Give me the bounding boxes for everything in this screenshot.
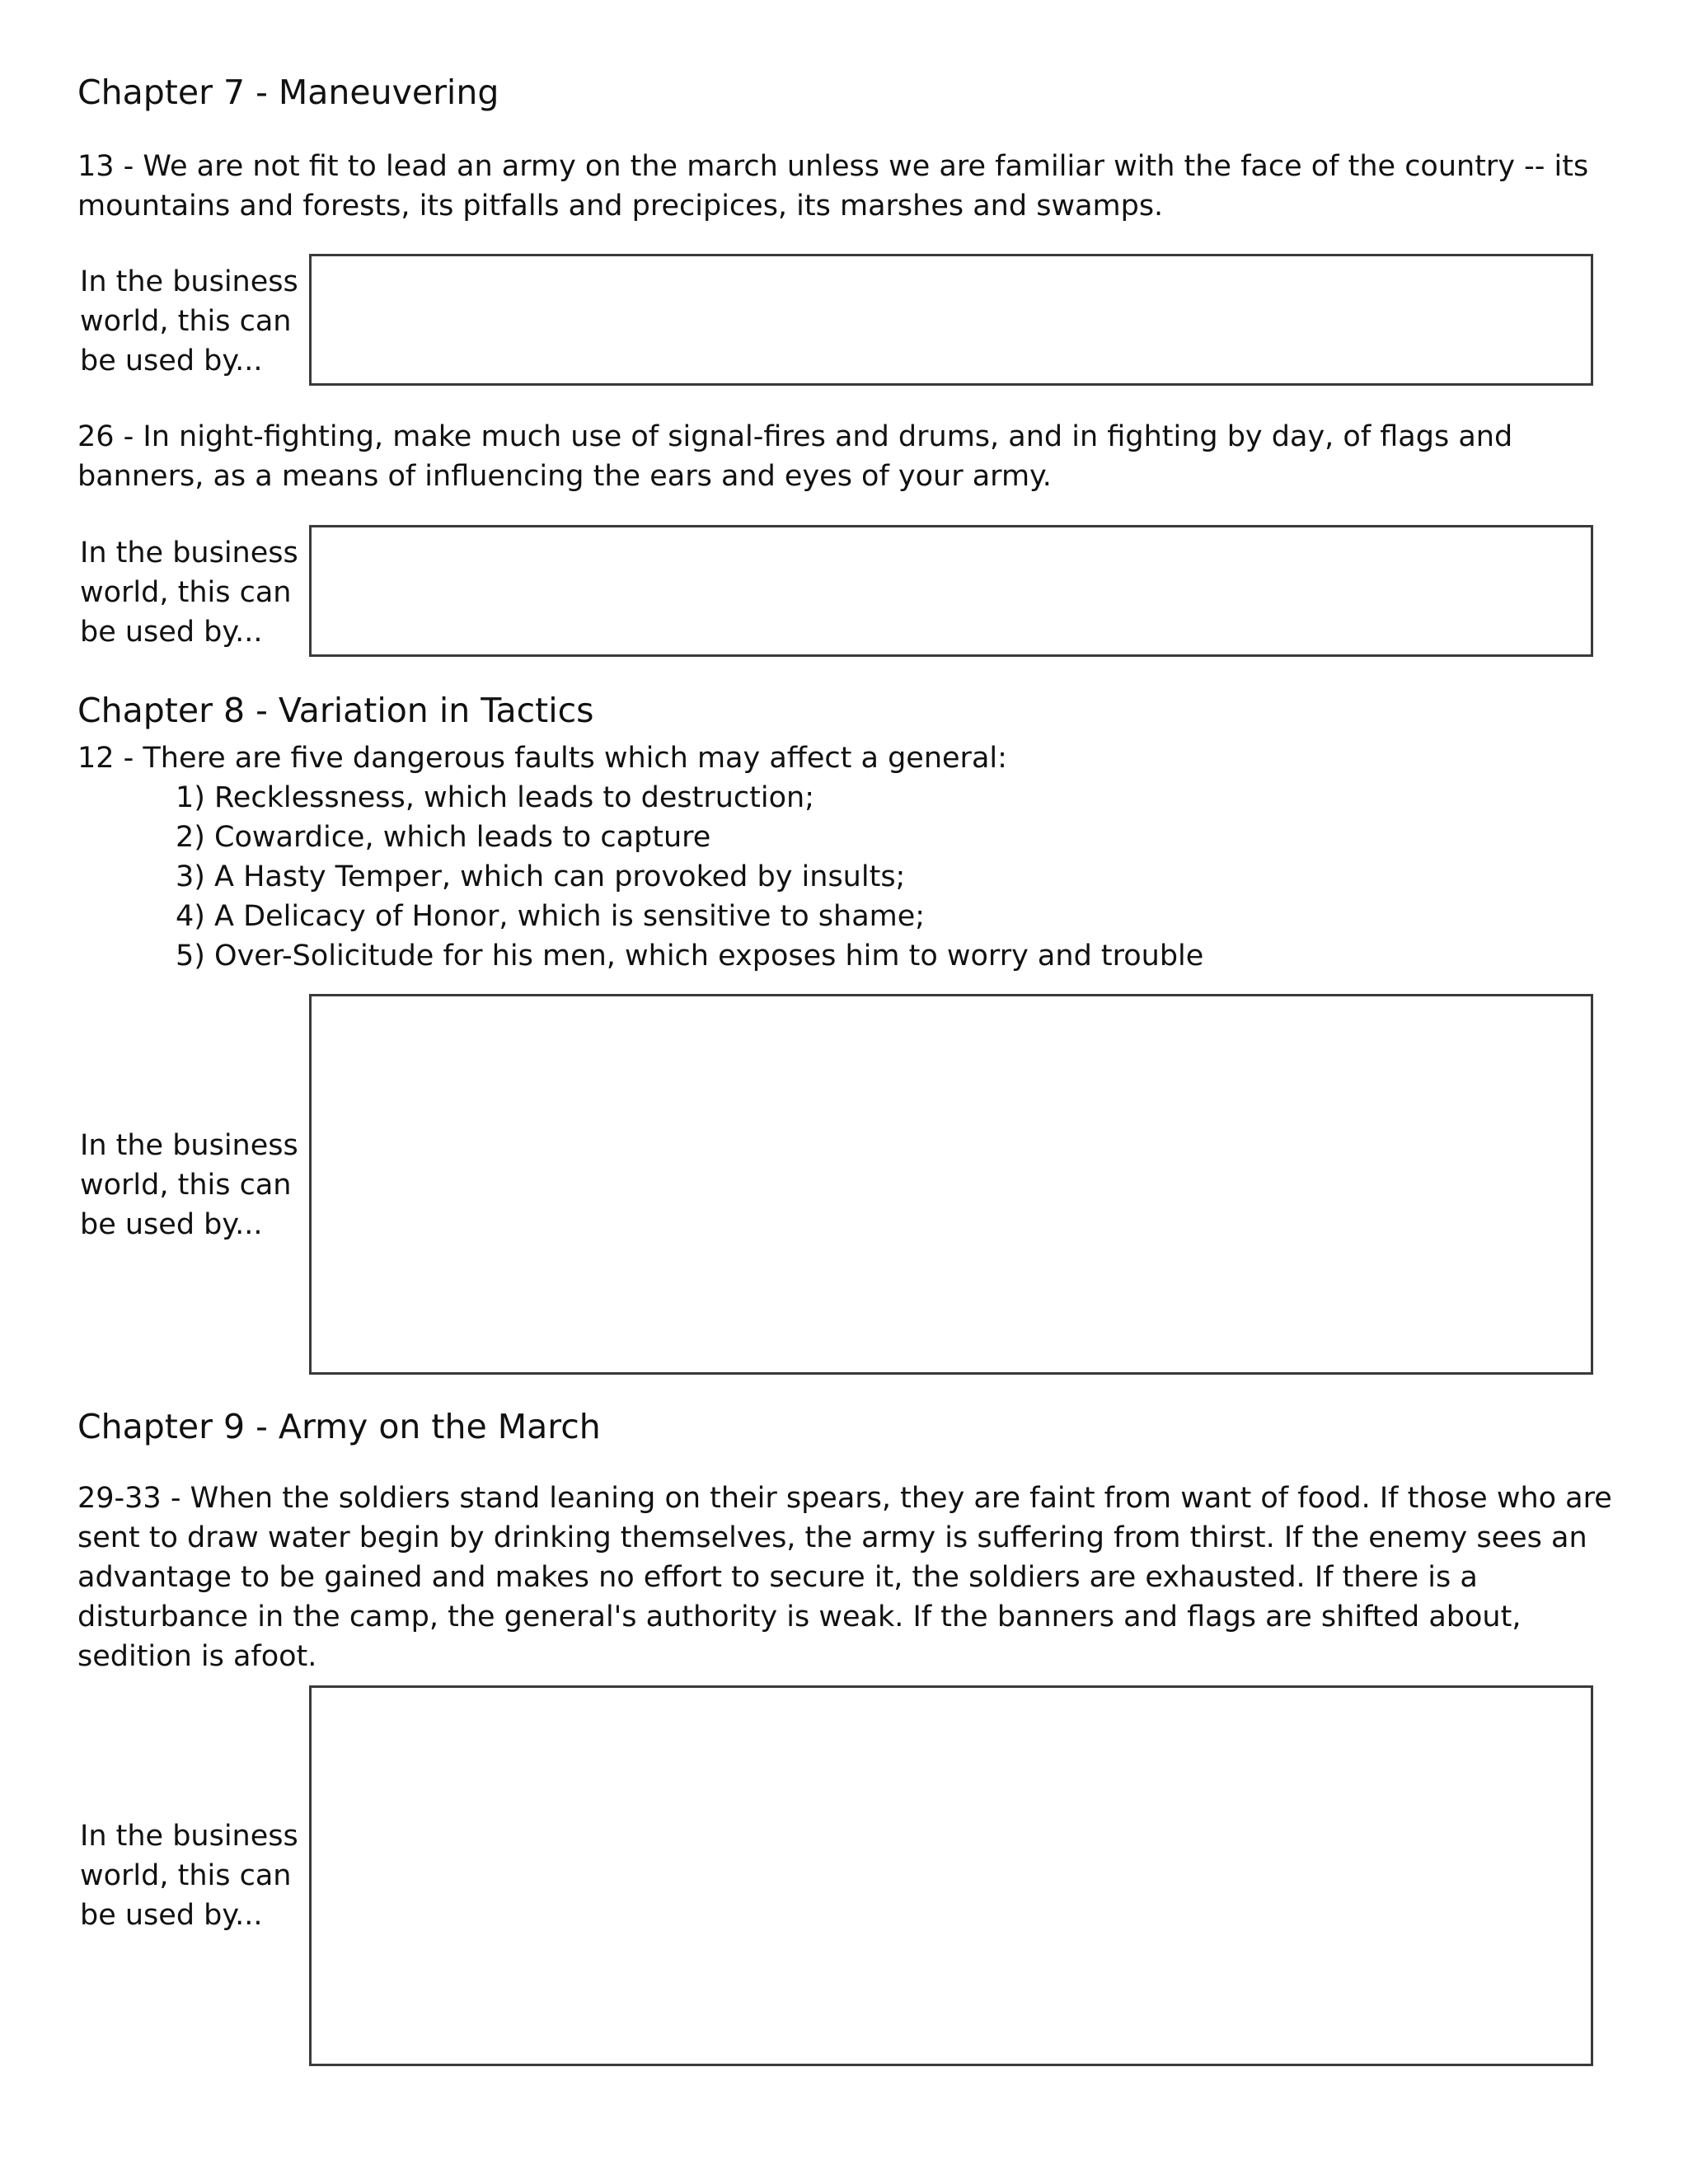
list-item: 1) Recklessness, which leads to destruction; <box>176 781 814 814</box>
passage-9-29-33: 29-33 - When the soldiers stand leaning on their spears, they are faint from want of food. If those who are sent to draw water begin by drinking themselves, the army is suffering from thirst. If the enemy sees an advantage to be gained and makes no effort to secure it, the soldiers are exhausted. If there is a disturbance in the camp, the general's authority is weak. If the banners and flags are shifted about, sedition is afoot. <box>77 1482 1612 1673</box>
answer-box-8-12[interactable] <box>309 994 1593 1375</box>
list-item: 5) Over-Solicitude for his men, which exposes him to worry and trouble <box>176 940 1204 972</box>
chapter-9-heading: Chapter 9 - Army on the March <box>77 1407 601 1446</box>
faults-list <box>176 778 1203 976</box>
passage-7-13: 13 - We are not fit to lead an army on the march unless we are familiar with the face of the country -- its mountains and forests, its pitfalls and precipices, its marshes and swamps. <box>77 150 1589 223</box>
chapter-7-heading: Chapter 7 - Maneuvering <box>77 73 499 112</box>
answer-prompt-7-13: In the business world, this can be used by... <box>80 265 298 377</box>
answer-prompt-7-26: In the business world, this can be used by... <box>80 537 298 649</box>
answer-prompt-8-12: In the business world, this can be used by... <box>80 1129 298 1241</box>
list-item: 4) A Delicacy of Honor, which is sensitive to shame; <box>176 900 926 933</box>
answer-box-9-29-33[interactable] <box>309 1685 1593 2066</box>
answer-box-7-26[interactable] <box>309 525 1593 657</box>
passage-8-12: 12 - There are five dangerous faults which may affect a general: <box>77 742 1007 775</box>
answer-prompt-9-29-33: In the business world, this can be used by... <box>80 1820 298 1932</box>
chapter-8-heading: Chapter 8 - Variation in Tactics <box>77 691 594 730</box>
list-item: 2) Cowardice, which leads to capture <box>176 821 711 854</box>
list-item: 3) A Hasty Temper, which can provoked by insults; <box>176 860 906 893</box>
passage-7-26: 26 - In night-fighting, make much use of signal-fires and drums, and in fighting by day, of flags and banners, as a means of influencing the ears and eyes of your army. <box>77 420 1513 493</box>
answer-box-7-13[interactable] <box>309 254 1593 386</box>
